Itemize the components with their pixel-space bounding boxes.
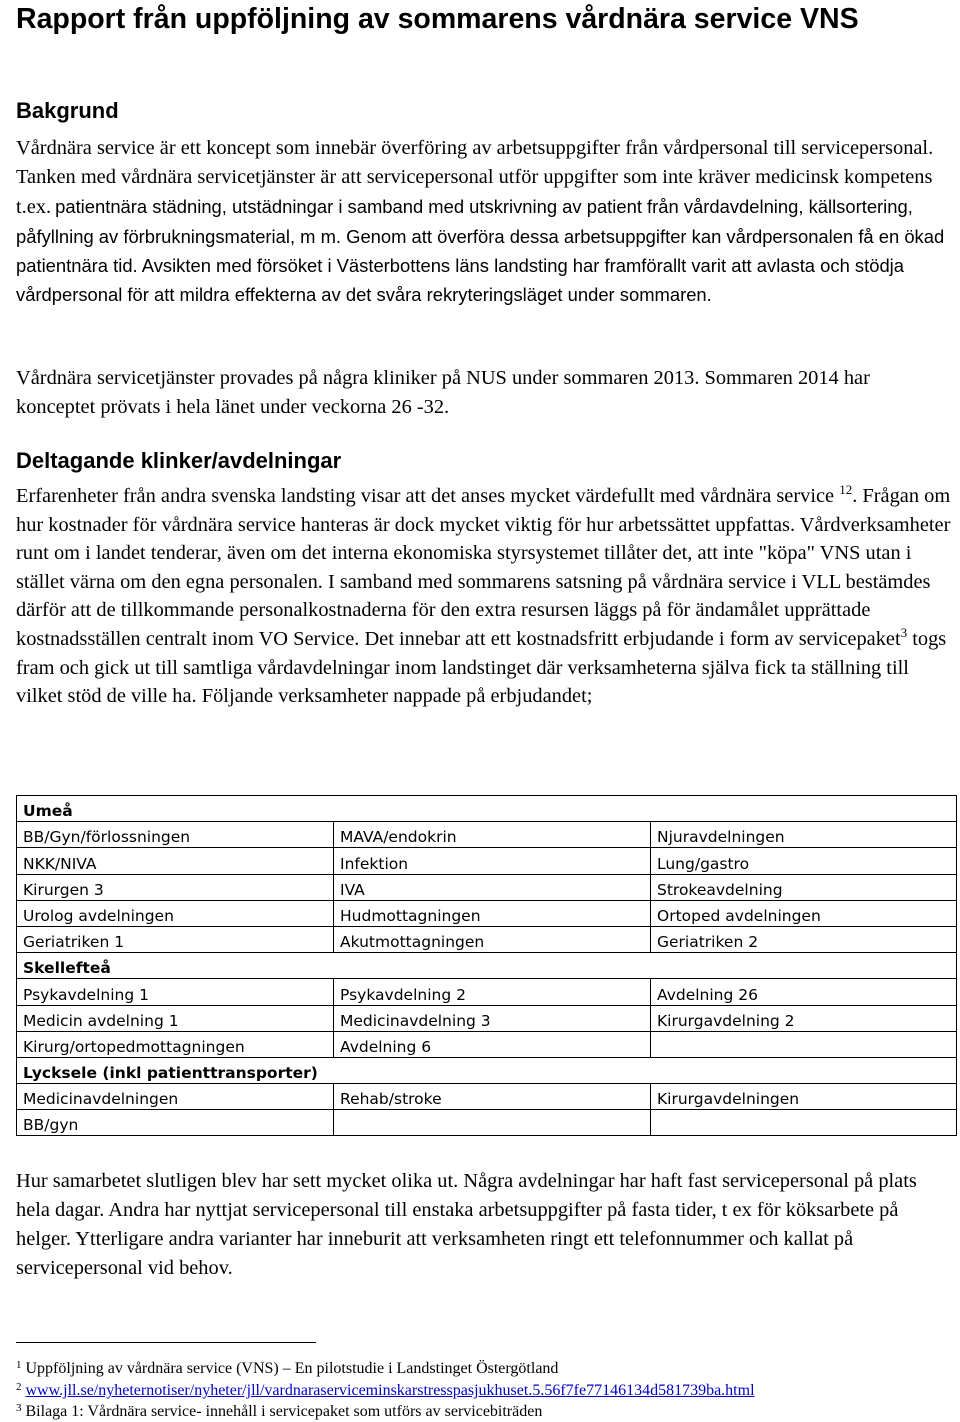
table-group-row <box>17 796 957 822</box>
table-cell: Geriatriken 2 <box>651 926 957 952</box>
table-row <box>17 979 957 1005</box>
table-group-row <box>17 953 957 979</box>
bakgrund-text-sans: patientnära städning, utstädningar i samband med utskrivning av patient från vårdavdelning, källsortering, påfyllning av förbrukningsmaterial, m m. Genom att överföra dessa arbetsuppgifter kan vårdpersonalen få en ökad patientnära tid. Avsikten med försöket i Västerbottens läns landsting har framförallt varit att avlasta och stödja vårdpersonal för att mildra effekterna av det svåra rekryteringsläget under sommaren. <box>16 196 945 305</box>
table-row <box>17 1005 957 1031</box>
footnote-number: 3 <box>16 1402 22 1414</box>
footnote-3 <box>16 1398 542 1422</box>
table-row <box>17 822 957 848</box>
closing-paragraph: Hur samarbetet slutligen blev har sett mycket olika ut. Några avdelningar har haft fast servicepersonal på plats hela dagar. Andra har nyttjat servicepersonal till enstaka arbetsuppgifter på fasta tider, t ex för köksarbete på helger. Ytterligare andra varianter har inneburit att verksamheten ringt ett telefonnummer och kallat på servicepersonal vid behov. <box>16 1170 917 1279</box>
bakgrund-paragraph-1 <box>16 134 951 309</box>
table-cell: IVA <box>334 874 651 900</box>
table-row <box>17 900 957 926</box>
table-cell: Kirurgavdelningen <box>651 1084 957 1110</box>
document-page <box>16 0 951 1420</box>
table-cell: Kirurgen 3 <box>17 874 334 900</box>
table-cell: Akutmottagningen <box>334 926 651 952</box>
table-cell: Rehab/stroke <box>334 1084 651 1110</box>
deltagande-text-a: Erfarenheter från andra svenska landsting visar att det anses mycket värdefullt med vårdnära service <box>16 485 835 507</box>
table-cell: Avdelning 6 <box>334 1031 651 1057</box>
footnote-text: Uppföljning av vårdnära service (VNS) – En pilotstudie i Landstinget Östergötland <box>25 1360 559 1377</box>
deltagande-paragraph <box>16 482 951 711</box>
table-cell: Medicinavdelning 3 <box>334 1005 651 1031</box>
table-cell: MAVA/endokrin <box>334 822 651 848</box>
table-cell: Urolog avdelningen <box>17 900 334 926</box>
table-cell: Lung/gastro <box>651 848 957 874</box>
table-row <box>17 1031 957 1057</box>
footnote-text: Bilaga 1: Vårdnära service- innehåll i servicepaket som utförs av servicebiträden <box>25 1403 543 1420</box>
table-row <box>17 926 957 952</box>
footnote-number: 1 <box>16 1359 22 1371</box>
table-cell <box>651 1110 957 1136</box>
table-cell: BB/Gyn/förlossningen <box>17 822 334 848</box>
table-cell: Hudmottagningen <box>334 900 651 926</box>
table-cell <box>334 1110 651 1136</box>
table-row <box>17 874 957 900</box>
table-cell: Geriatriken 1 <box>17 926 334 952</box>
table-group-row <box>17 1057 957 1083</box>
section-heading-bakgrund: Bakgrund <box>16 98 119 123</box>
table-cell: NKK/NIVA <box>17 848 334 874</box>
footnote-separator <box>16 1342 316 1343</box>
table-cell: Medicin avdelning 1 <box>17 1005 334 1031</box>
bakgrund-paragraph-2: Vårdnära servicetjänster provades på några kliniker på NUS under sommaren 2013. Sommaren 2014 har konceptet prövats i hela länet under veckorna 26 -32. <box>16 367 870 418</box>
page-title: Rapport från uppföljning av sommarens vårdnära service VNS <box>16 3 859 35</box>
deltagande-text-b: . Frågan om hur kostnader för vårdnära service hanteras är dock mycket viktig för hur arbetssättet uppfattas. Vårdverksamheter runt om i landet tenderar, även om det interna ekonomiska styrsystemet tillåter det, att inte "köpa" VNS utan i stället värna om den egna personalen. I samband med sommarens satsning på vårdnära service i VLL bestämdes därför att de tillkommande personalkostnaderna för den extra resursen läggs på för ändamålet upprättade kostnadsställen centralt inom VO Service. Det innebar att ett kostnadsfritt erbjudande i form av servicepaket <box>16 485 951 650</box>
footnote-ref-12[interactable]: 12 <box>839 482 853 497</box>
table-cell: Avdelning 26 <box>651 979 957 1005</box>
table-cell: Njuravdelningen <box>651 822 957 848</box>
table-cell: Ortoped avdelningen <box>651 900 957 926</box>
table-row <box>17 848 957 874</box>
table-cell: Psykavdelning 2 <box>334 979 651 1005</box>
table-cell: Psykavdelning 1 <box>17 979 334 1005</box>
table-group-header: Lycksele (inkl patienttransporter) <box>17 1057 957 1083</box>
table-row <box>17 1110 957 1136</box>
bakgrund-text-serif: Vårdnära service är ett koncept som innebär överföring av arbetsuppgifter från vårdpersonal till servicepersonal. Tanken med vårdnära servicetjänster är att servicepersonal utför uppgifter som inte kräver medicinsk kompetens t.ex. <box>16 137 934 218</box>
deltagande-text-c: togs fram och gick ut till samtliga vårdavdelningar inom landstinget där verksamheterna själva fick ta ställning till vilket stöd de ville ha. Följande verksamheter nappade på erbjudandet; <box>16 627 947 708</box>
footnote-ref-3[interactable]: 3 <box>900 624 908 640</box>
table-group-header: Skellefteå <box>17 953 957 979</box>
footnote-link[interactable]: www.jll.se/nyheternotiser/nyheter/jll/vardnaraserviceminskarstresspasjukhuset.5.56f7fe77146134d581739ba.html <box>25 1382 755 1399</box>
table-cell: Medicinavdelningen <box>17 1084 334 1110</box>
table-row <box>17 1084 957 1110</box>
footnote-number: 2 <box>16 1381 22 1393</box>
footnote-1 <box>16 1355 558 1379</box>
table-cell <box>651 1031 957 1057</box>
participating-units-table <box>16 795 957 1136</box>
table-cell: Infektion <box>334 848 651 874</box>
table-cell: Kirurg/ortopedmottagningen <box>17 1031 334 1057</box>
table-group-header: Umeå <box>17 796 957 822</box>
table-cell: Kirurgavdelning 2 <box>651 1005 957 1031</box>
section-heading-deltagande: Deltagande klinker/avdelningar <box>16 448 342 473</box>
table-cell: Strokeavdelning <box>651 874 957 900</box>
table-cell: BB/gyn <box>17 1110 334 1136</box>
